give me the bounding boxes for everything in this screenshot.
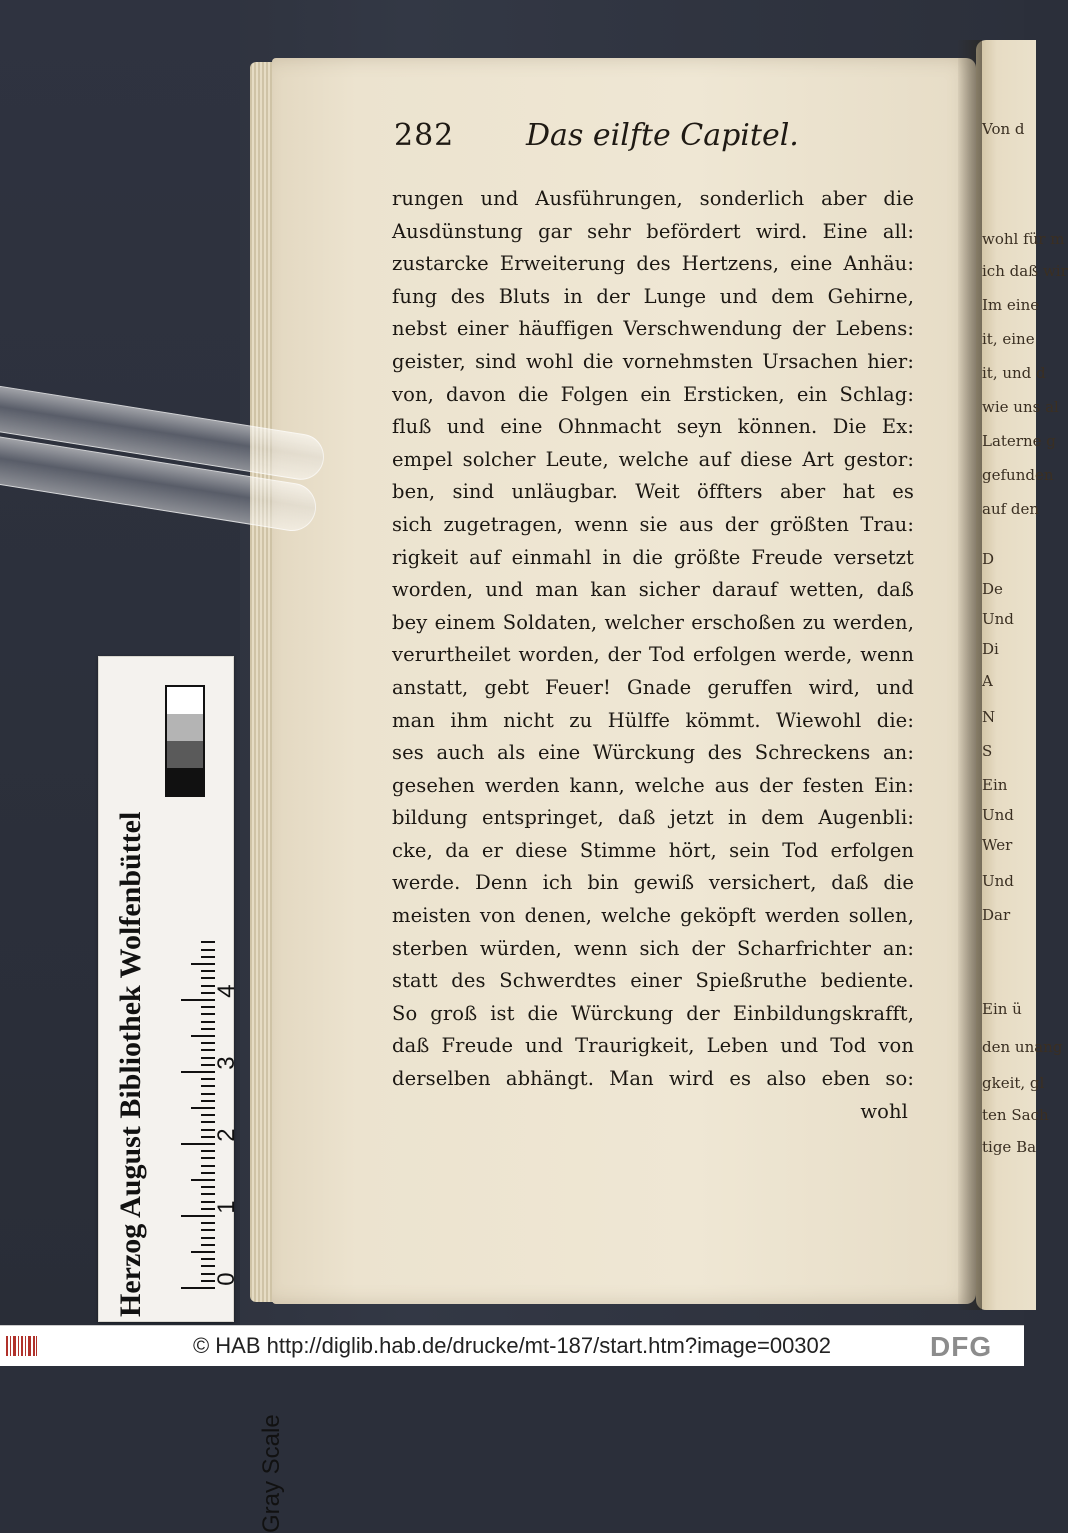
text-line: empel solcher Leute, welche auf diese Art gestor: bbox=[392, 447, 914, 471]
facing-page-fragment: De bbox=[982, 580, 1003, 598]
facing-page-fragment: N bbox=[982, 708, 996, 726]
ruler-number: 4 bbox=[213, 984, 240, 998]
text-line: gesehen werden kann, welche aus der festen Ein: bbox=[392, 773, 914, 797]
facing-page-fragment: wie uns al bbox=[982, 398, 1059, 416]
text-line: fluß und eine Ohnmacht seyn können. Die Ex: bbox=[392, 415, 914, 439]
facing-page-fragment: Laterne g bbox=[982, 432, 1056, 450]
facing-page-fragment: Dar bbox=[982, 906, 1011, 924]
facing-page-fragment: Im eine bbox=[982, 296, 1040, 314]
ruler-tick bbox=[201, 1028, 215, 1030]
facing-page-fragment: Und bbox=[982, 610, 1014, 628]
text-line: verurtheilet worden, der Tod erfolgen werde, wenn bbox=[392, 643, 914, 667]
ruler-tick bbox=[201, 1006, 215, 1008]
facing-page-fragment: Ein ü bbox=[982, 1000, 1022, 1018]
ruler-tick bbox=[181, 1287, 215, 1289]
facing-page-fragment: D bbox=[982, 550, 995, 568]
gutter-shadow bbox=[958, 40, 982, 1310]
text-line: werde. Denn ich bin gewiß versichert, daß die bbox=[392, 871, 914, 895]
ruler-tick bbox=[201, 1165, 215, 1167]
text-line: sich zugetragen, wenn sie aus der größten Trau: bbox=[392, 512, 914, 536]
ruler-tick bbox=[181, 1215, 215, 1217]
ruler-tick bbox=[201, 1121, 215, 1123]
ruler-tick bbox=[201, 956, 215, 958]
footer-bar bbox=[0, 1325, 1024, 1366]
gray-patch bbox=[167, 687, 203, 714]
text-line: cke, da er diese Stimme hört, sein Tod erfolgen bbox=[392, 838, 914, 862]
ruler-tick bbox=[201, 941, 215, 943]
facing-page-fragment: Ein bbox=[982, 776, 1008, 794]
gray-scale-patches bbox=[165, 685, 205, 797]
ruler-tick bbox=[201, 1229, 215, 1231]
ruler-tick bbox=[181, 1071, 215, 1073]
facing-page-fragment: wohl für m bbox=[982, 230, 1065, 248]
ruler-tick bbox=[181, 1143, 215, 1145]
ruler-tick bbox=[201, 1193, 215, 1195]
text-line: meisten von denen, welche geköpft werden sollen, bbox=[392, 904, 914, 928]
facing-page bbox=[976, 40, 1068, 1310]
facing-page-fragment: gefunden bbox=[982, 466, 1054, 484]
running-title: Das eilfte Capitel. bbox=[526, 118, 799, 153]
text-line: zustarcke Erweiterung des Hertzens, eine Anhäu: bbox=[392, 252, 914, 276]
copyright-url: © HAB http://diglib.hab.de/drucke/mt-187/start.htm?image=00302 bbox=[192, 1333, 832, 1358]
ruler-tick bbox=[191, 1035, 215, 1037]
ruler-tick bbox=[201, 970, 215, 972]
ruler-tick bbox=[191, 963, 215, 965]
ruler-number: 3 bbox=[213, 1056, 240, 1070]
ruler-tick bbox=[201, 1222, 215, 1224]
ruler-tick bbox=[201, 1042, 215, 1044]
gray-scale-label: Gray Scale bbox=[258, 1414, 285, 1533]
gray-patch bbox=[167, 741, 203, 768]
text-line: ses auch als eine Würckung des Schreckens an: bbox=[392, 741, 914, 765]
running-header bbox=[394, 118, 914, 162]
text-line: ben, sind unläugbar. Weit öffters aber hat es bbox=[392, 480, 914, 504]
facing-page-fragment: Von d bbox=[982, 120, 1025, 138]
text-line: fung des Bluts in der Lunge und dem Gehirne, bbox=[392, 284, 914, 308]
text-line: anstatt, gebt Feuer! Gnade geruffen wird, und bbox=[392, 675, 914, 699]
facing-page-fragment: ich daß wir bbox=[982, 262, 1068, 280]
catchword: wohl bbox=[860, 1099, 908, 1123]
facing-page-fragment: ten Sach bbox=[982, 1106, 1049, 1124]
ruler-tick bbox=[191, 1107, 215, 1109]
ruler-number: 2 bbox=[213, 1128, 240, 1142]
text-line: man ihm nicht zu Hülffe kömmt. Wiewohl die: bbox=[392, 708, 914, 732]
ruler-tick bbox=[201, 1100, 215, 1102]
ruler-tick bbox=[201, 1186, 215, 1188]
dfg-logo: DFG bbox=[930, 1331, 993, 1362]
ruler-tick bbox=[201, 1258, 215, 1260]
cm-ruler bbox=[157, 887, 240, 1307]
ruler-tick bbox=[201, 1078, 215, 1080]
gray-patch bbox=[167, 714, 203, 741]
text-line: nebst einer häuffigen Verschwendung der Lebens: bbox=[392, 317, 914, 341]
ruler-tick bbox=[201, 1172, 215, 1174]
text-line: bey einem Soldaten, welcher erschoßen zu werden, bbox=[392, 610, 914, 634]
text-line: bildung entspringet, daß jetzt in dem Augenbli: bbox=[392, 806, 914, 830]
facing-page-fragment: Und bbox=[982, 872, 1014, 890]
ruler-tick bbox=[201, 1114, 215, 1116]
page-number: 282 bbox=[394, 118, 455, 153]
facing-page-fragment: gkeit, gl bbox=[982, 1074, 1045, 1092]
ruler-tick bbox=[201, 1021, 215, 1023]
library-name-label: Herzog August Bibliothek Wolfenbüttel bbox=[114, 811, 147, 1317]
ruler-tick bbox=[201, 1237, 215, 1239]
facing-page-fragment: den unang bbox=[982, 1038, 1063, 1056]
facing-page-fragment: tige Ba bbox=[982, 1138, 1037, 1156]
page-body-text bbox=[392, 183, 914, 1128]
facing-page-fragment: it, und d bbox=[982, 364, 1046, 382]
facing-page-fragment: Und bbox=[982, 806, 1014, 824]
text-line: daß Freude und Traurigkeit, Leben und Tod von bbox=[392, 1034, 914, 1058]
text-line: worden, und man kan sicher darauf wetten, daß bbox=[392, 578, 914, 602]
text-line: sterben würden, wenn sich der Scharfrichter an: bbox=[392, 936, 914, 960]
ruler-tick bbox=[201, 1150, 215, 1152]
text-line: rungen und Ausführungen, sonderlich aber die bbox=[392, 187, 914, 210]
text-line: geister, sind wohl die vornehmsten Ursachen hier: bbox=[392, 349, 914, 373]
ruler-tick bbox=[191, 1179, 215, 1181]
ruler-tick bbox=[181, 999, 215, 1001]
ruler-tick bbox=[201, 1265, 215, 1267]
ruler-tick bbox=[201, 1049, 215, 1051]
text-line: derselben abhängt. Man wird es also eben so: bbox=[392, 1067, 914, 1091]
ruler-number: 1 bbox=[213, 1200, 240, 1214]
color-scale-card bbox=[98, 656, 285, 1533]
text-line: Ausdünstung gar sehr befördert wird. Eine all: bbox=[392, 219, 914, 243]
ruler-tick bbox=[201, 1157, 215, 1159]
text-line: statt des Schwerdtes einer Spießruthe bediente. bbox=[392, 969, 914, 993]
ruler-tick bbox=[201, 1244, 215, 1246]
text-line: von, davon die Folgen ein Ersticken, ein Schlag: bbox=[392, 382, 914, 406]
facing-page-fragment: Di bbox=[982, 640, 999, 658]
ruler-tick bbox=[201, 1085, 215, 1087]
facing-page-fragment: it, eine bbox=[982, 330, 1035, 348]
text-line: rigkeit auf einmahl in die größte Freude versetzt bbox=[392, 545, 914, 569]
ruler-tick bbox=[191, 1251, 215, 1253]
ruler-tick bbox=[201, 1093, 215, 1095]
ruler-tick bbox=[201, 977, 215, 979]
facing-page-fragment: A bbox=[982, 672, 993, 690]
ruler-tick bbox=[201, 949, 215, 951]
gray-patch bbox=[167, 768, 203, 795]
facing-page-fragment: auf den bbox=[982, 500, 1040, 518]
facing-page-fragment: Wer bbox=[982, 836, 1013, 854]
text-line: So groß ist die Würckung der Einbildungskrafft, bbox=[392, 1001, 914, 1025]
ruler-tick bbox=[201, 1013, 215, 1015]
ruler-number: 0 bbox=[213, 1272, 240, 1286]
facing-page-fragment: S bbox=[982, 742, 993, 760]
